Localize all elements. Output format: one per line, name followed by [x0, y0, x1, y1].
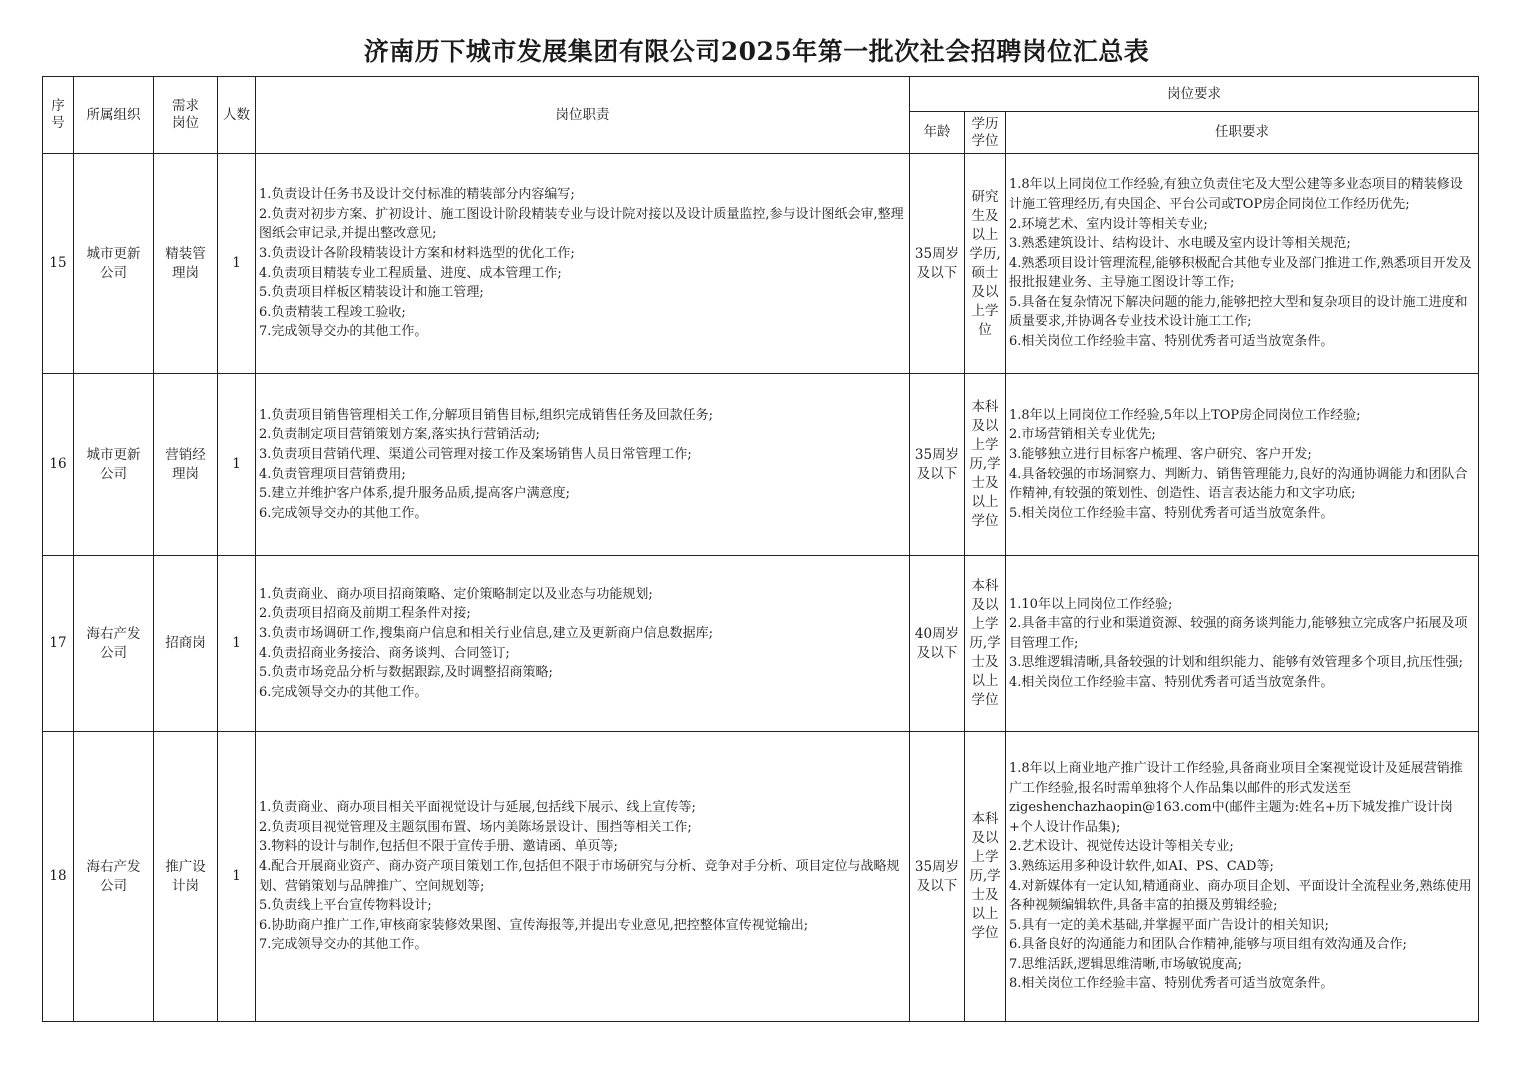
cell-post: 精装管理岗 [154, 154, 218, 374]
qualification-item: 2.环境艺术、室内设计等相关专业; [1009, 216, 1208, 232]
header-org: 所属组织 [74, 77, 154, 154]
duty-item: 2.负责对初步方案、扩初设计、施工图设计阶段精装专业与设计院对接以及设计质量监控,参与设计图纸会审,整理图纸会审记录,并提出整改意见; [259, 206, 904, 242]
cell-org: 海右产发公司 [74, 732, 154, 1022]
qualification-item: 4.熟悉项目设计管理流程,能够积极配合其他专业及部门推进工作,熟悉项目开发及报批报建业务、主导施工图设计等工作; [1009, 255, 1472, 291]
duty-item: 5.负责线上平台宣传物料设计; [259, 898, 432, 914]
duty-item: 1.负责商业、商办项目招商策略、定价策略制定以及业态与功能规划; [259, 586, 653, 602]
duty-item: 6.协助商户推广工作,审核商家装修效果图、宣传海报等,并提出专业意见,把控整体宣传视觉输出; [259, 917, 809, 933]
qualification-item: 3.熟悉建筑设计、结构设计、水电暖及室内设计等相关规范; [1009, 236, 1351, 252]
cell-education: 本科及以上学历,学士及以上学位 [965, 374, 1006, 556]
cell-no: 17 [43, 556, 74, 732]
table-row [43, 374, 1479, 556]
qualification-item: 1.8年以上同岗位工作经验,有独立负责住宅及大型公建等多业态项目的精装修设计施工管理经历,有央国企、平台公司或TOP房企同岗位工作经历优先; [1009, 177, 1463, 212]
qualification-item: 1.8年以上商业地产推广设计工作经验,具备商业项目全案视觉设计及延展营销推广工作经验,报名时需单独将个人作品集以邮件的形式发送至zigeshenchazhaopin@163.com中(邮件主题为:姓名+历下城发推广设计岗+个人设计作品集); [1009, 760, 1463, 835]
qualification-item: 6.相关岗位工作经验丰富、特别优秀者可适当放宽条件。 [1009, 334, 1334, 350]
duty-item: 3.负责项目营销代理、渠道公司管理对接工作及案场销售人员日常管理工作; [259, 446, 692, 462]
qualification-item: 4.相关岗位工作经验丰富、特别优秀者可适当放宽条件。 [1009, 674, 1334, 690]
cell-count: 1 [218, 732, 256, 1022]
header-count: 人数 [218, 77, 256, 154]
qualification-item: 3.能够独立进行目标客户梳理、客户研究、客户开发; [1009, 446, 1312, 462]
qualification-item: 4.具备较强的市场洞察力、判断力、销售管理能力,良好的沟通协调能力和团队合作精神,有较强的策划性、创造性、语言表达能力和文字功底; [1009, 466, 1468, 502]
cell-qualifications [1006, 732, 1479, 1022]
duty-item: 1.负责设计任务书及设计交付标准的精装部分内容编写; [259, 187, 575, 203]
qualification-item: 7.思维活跃,逻辑思维清晰,市场敏锐度高; [1009, 956, 1243, 972]
duty-item: 3.负责市场调研工作,搜集商户信息和相关行业信息,建立及更新商户信息数据库; [259, 625, 714, 641]
cell-post: 营销经理岗 [154, 374, 218, 556]
cell-org: 海右产发公司 [74, 556, 154, 732]
page-title: 济南历下城市发展集团有限公司2025年第一批次社会招聘岗位汇总表 [363, 37, 1150, 66]
duty-item: 2.负责项目招商及前期工程条件对接; [259, 606, 471, 622]
duty-item: 7.完成领导交办的其他工作。 [259, 324, 428, 340]
duty-item: 5.负责市场竞品分析与数据跟踪,及时调整招商策略; [259, 665, 553, 681]
cell-age: 35周岁及以下 [910, 154, 965, 374]
duty-item: 6.负责精装工程竣工验收; [259, 304, 406, 320]
cell-count: 1 [218, 556, 256, 732]
qualification-item: 5.具有一定的美术基础,并掌握平面广告设计的相关知识; [1009, 917, 1329, 933]
cell-education: 本科及以上学历,学士及以上学位 [965, 732, 1006, 1022]
qualification-item: 2.艺术设计、视觉传达设计等相关专业; [1009, 839, 1234, 855]
duty-item: 6.完成领导交办的其他工作。 [259, 684, 428, 700]
header-age: 年龄 [910, 112, 965, 154]
duty-item: 4.负责招商业务接洽、商务谈判、合同签订; [259, 645, 510, 661]
table-body [43, 154, 1479, 1022]
header-qualifications: 任职要求 [1006, 112, 1479, 154]
qualification-item: 5.相关岗位工作经验丰富、特别优秀者可适当放宽条件。 [1009, 505, 1334, 521]
cell-post: 招商岗 [154, 556, 218, 732]
duty-item: 1.负责商业、商办项目相关平面视觉设计与延展,包括线下展示、线上宣传等; [259, 800, 696, 816]
duty-item: 6.完成领导交办的其他工作。 [259, 505, 428, 521]
header-post: 需求岗位 [154, 77, 218, 154]
duty-item: 4.负责管理项目营销费用; [259, 466, 406, 482]
cell-duties [256, 732, 910, 1022]
duty-item: 3.物料的设计与制作,包括但不限于宣传手册、邀请函、单页等; [259, 839, 618, 855]
header-no: 序号 [43, 77, 74, 154]
qualification-item: 2.具备丰富的行业和渠道资源、较强的商务谈判能力,能够独立完成客户拓展及项目管理工作; [1009, 616, 1468, 651]
qualification-item: 4.对新媒体有一定认知,精通商业、商办项目企划、平面设计全流程业务,熟练使用各种视频编辑软件,具备丰富的拍摄及剪辑经验; [1009, 878, 1472, 914]
duty-item: 5.负责项目样板区精装设计和施工管理; [259, 285, 484, 301]
table-row [43, 154, 1479, 374]
cell-age: 35周岁及以下 [910, 374, 965, 556]
table-row [43, 732, 1479, 1022]
cell-org: 城市更新公司 [74, 374, 154, 556]
cell-no: 18 [43, 732, 74, 1022]
qualification-item: 1.10年以上同岗位工作经验; [1009, 596, 1173, 612]
qualification-item: 1.8年以上同岗位工作经验,5年以上TOP房企同岗位工作经验; [1009, 407, 1361, 423]
duty-item: 1.负责项目销售管理相关工作,分解项目销售目标,组织完成销售任务及回款任务; [259, 407, 714, 423]
duty-item: 4.配合开展商业资产、商办资产项目策划工作,包括但不限于市场研究与分析、竞争对手分析、项目定位与战略规划、营销策划与品牌推广、空间规划等; [259, 858, 900, 894]
header-requirements-group: 岗位要求 [910, 77, 1479, 112]
duty-item: 4.负责项目精装专业工程质量、进度、成本管理工作; [259, 265, 562, 281]
cell-duties [256, 154, 910, 374]
qualification-item: 6.具备良好的沟通能力和团队合作精神,能够与项目组有效沟通及合作; [1009, 937, 1407, 953]
cell-education: 研究生及以上学历,硕士及以上学位 [965, 154, 1006, 374]
cell-count: 1 [218, 374, 256, 556]
qualification-item: 3.熟练运用多种设计软件,如AI、PS、CAD等; [1009, 858, 1274, 874]
header-education: 学历学位 [965, 112, 1006, 154]
cell-post: 推广设计岗 [154, 732, 218, 1022]
cell-age: 40周岁及以下 [910, 556, 965, 732]
cell-education: 本科及以上学历,学士及以上学位 [965, 556, 1006, 732]
cell-qualifications [1006, 556, 1479, 732]
cell-no: 16 [43, 374, 74, 556]
duty-item: 3.负责设计各阶段精装设计方案和材料选型的优化工作; [259, 245, 575, 261]
qualification-item: 3.思维逻辑清晰,具备较强的计划和组织能力、能够有效管理多个项目,抗压性强; [1009, 655, 1464, 671]
cell-no: 15 [43, 154, 74, 374]
cell-count: 1 [218, 154, 256, 374]
cell-qualifications [1006, 374, 1479, 556]
table-row [43, 556, 1479, 732]
qualification-item: 8.相关岗位工作经验丰富、特别优秀者可适当放宽条件。 [1009, 976, 1334, 992]
recruitment-table [42, 76, 1479, 1022]
duty-item: 5.建立并维护客户体系,提升服务品质,提高客户满意度; [259, 486, 571, 502]
cell-age: 35周岁及以下 [910, 732, 965, 1022]
qualification-item: 2.市场营销相关专业优先; [1009, 427, 1156, 443]
qualification-item: 5.具备在复杂情况下解决问题的能力,能够把控大型和复杂项目的设计施工进度和质量要求,并协调各专业技术设计施工工作; [1009, 294, 1468, 330]
header-duties: 岗位职责 [256, 77, 910, 154]
cell-qualifications [1006, 154, 1479, 374]
cell-org: 城市更新公司 [74, 154, 154, 374]
duty-item: 7.完成领导交办的其他工作。 [259, 937, 428, 953]
duty-item: 2.负责制定项目营销策划方案,落实执行营销活动; [259, 427, 540, 443]
duty-item: 2.负责项目视觉管理及主题氛围布置、场内美陈场景设计、围挡等相关工作; [259, 819, 692, 835]
cell-duties [256, 556, 910, 732]
cell-duties [256, 374, 910, 556]
